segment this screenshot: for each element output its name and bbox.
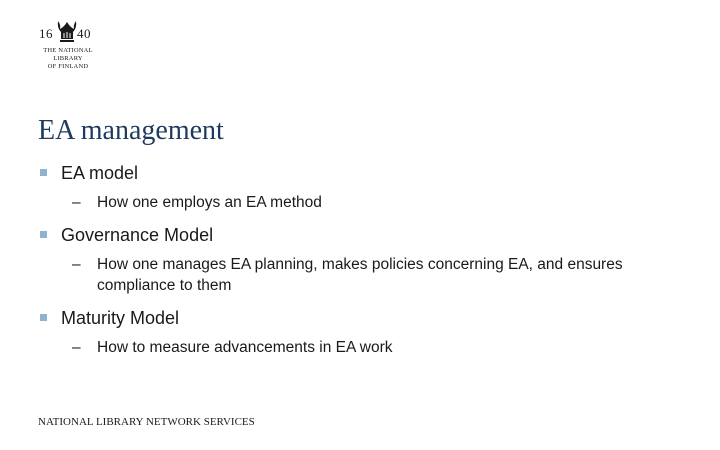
dash-marker: – <box>72 256 81 273</box>
logo-text-line: OF FINLAND <box>47 63 89 70</box>
bullet-item <box>38 162 678 184</box>
dash-marker: – <box>72 339 81 356</box>
sub-bullet-text: How one employs an EA method <box>97 194 322 211</box>
logo-text-line: LIBRARY <box>53 55 83 62</box>
sub-bullet-item <box>38 192 678 213</box>
footer-text: NATIONAL LIBRARY NETWORK SERVICES <box>38 416 255 428</box>
square-bullet-icon <box>40 314 47 321</box>
bullet-text: EA model <box>61 163 139 183</box>
square-bullet-icon <box>40 231 47 238</box>
slide-title: EA management <box>38 115 224 146</box>
logo-year-left: 16 <box>39 26 53 41</box>
bullet-item <box>38 224 678 246</box>
national-library-logo <box>37 17 101 75</box>
bullet-list <box>38 162 678 358</box>
dash-marker: – <box>72 194 81 211</box>
sub-bullet-item <box>38 337 678 358</box>
sub-bullet-text: How to measure advancements in EA work <box>97 339 393 356</box>
bullet-text: Maturity Model <box>61 308 180 328</box>
bullet-text: Governance Model <box>61 225 214 245</box>
logo-text-line: THE NATIONAL <box>43 47 93 54</box>
sub-bullet-item <box>38 254 657 296</box>
bullet-item <box>38 307 678 329</box>
square-bullet-icon <box>40 169 47 176</box>
sub-bullet-text: How one manages EA planning, makes policies concerning EA, and ensures compliance to them <box>97 256 623 294</box>
crown-emblem-icon <box>56 19 78 45</box>
logo-year-right: 40 <box>77 26 91 41</box>
